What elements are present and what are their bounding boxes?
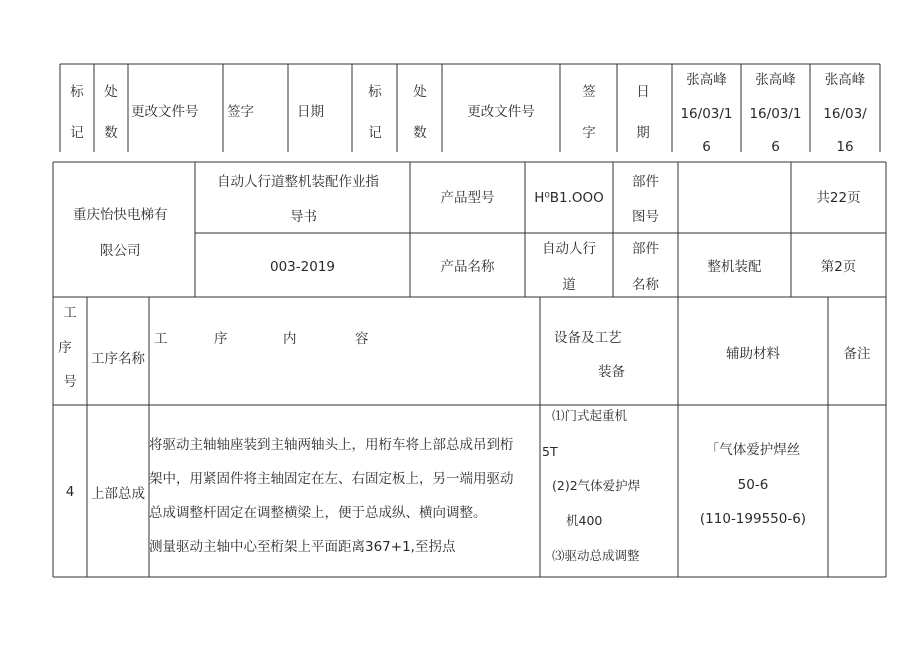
rev-mark-label-b: 标 bbox=[368, 84, 382, 100]
company-name: 重庆怡快电梯有 bbox=[73, 207, 168, 223]
page-number: 第2页 bbox=[820, 259, 857, 275]
header-content-2: 序 bbox=[214, 331, 228, 347]
header-content-1: 工 bbox=[154, 331, 168, 347]
rev-count-label: 处 bbox=[104, 84, 118, 100]
part-name-label-2: 名称 bbox=[632, 277, 659, 293]
product-model-value: H⁰B1.OOO bbox=[534, 190, 604, 206]
rev-signature-2b: 字 bbox=[582, 125, 596, 141]
rev-date-2b: 期 bbox=[636, 125, 650, 141]
rev-signature: 签字 bbox=[227, 104, 254, 120]
total-pages: 共22页 bbox=[816, 190, 861, 206]
row-materials-1: 「气体爱护焊丝 bbox=[705, 442, 801, 458]
row-content-line-4: 测量驱动主轴中心至桁架上平面距离367+1,至拐点 bbox=[149, 539, 456, 555]
row-materials-2: 50-6 bbox=[737, 477, 769, 493]
part-name-value: 整机装配 bbox=[707, 259, 762, 275]
header-content-3: 内 bbox=[283, 331, 297, 347]
row-content-line-3: 总成调整杆固定在调整横梁上，便于总成纵、横向调整。 bbox=[149, 505, 487, 521]
rev-mark-label: 标 bbox=[70, 84, 84, 100]
row-equipment-4: 机400 bbox=[566, 513, 603, 528]
header-equipment: 设备及工艺 bbox=[554, 330, 622, 346]
row-equipment-5: ⑶驱动总成调整 bbox=[552, 548, 640, 563]
header-seq-3: 号 bbox=[63, 374, 77, 390]
rev-date: 日期 bbox=[297, 104, 324, 120]
rev-mark-label-b2: 记 bbox=[368, 125, 382, 141]
rev-count-label-2: 数 bbox=[104, 125, 118, 141]
signer-2-date: 16/03/1 bbox=[749, 106, 802, 122]
part-drawing-label: 部件 bbox=[632, 174, 659, 190]
row-content-line-2: 架中，用紧固件将主轴固定在左、右固定板上，另一端用驱动 bbox=[149, 471, 514, 487]
signer-2-date-tail: 6 bbox=[771, 139, 780, 155]
doc-number: 003-2019 bbox=[270, 259, 335, 275]
signer-1-name: 张高峰 bbox=[686, 72, 727, 88]
row-equipment-3: (2)2气体爱护焊 bbox=[552, 478, 641, 493]
row-materials-3: (110-199550-6) bbox=[699, 511, 807, 527]
header-process-name: 工序名称 bbox=[91, 351, 145, 367]
rev-change-doc-no-2: 更改文件号 bbox=[467, 104, 535, 120]
row-content-line-1: 将驱动主轴轴座装到主轴两轴头上，用桁车将上部总成吊到桁 bbox=[149, 437, 514, 453]
header-materials: 辅助材料 bbox=[726, 346, 780, 362]
product-name-value-2: 道 bbox=[562, 277, 576, 293]
row-process-name: 上部总成 bbox=[91, 486, 145, 502]
row-seq: 4 bbox=[65, 484, 75, 500]
rev-date-2: 日 bbox=[636, 84, 650, 100]
part-drawing-label-2: 图号 bbox=[632, 209, 659, 225]
rev-mark-label-2: 记 bbox=[70, 125, 84, 141]
rev-count-label-b: 处 bbox=[413, 84, 427, 100]
product-name-value: 自动人行 bbox=[542, 241, 596, 257]
header-equipment-2: 装备 bbox=[598, 364, 625, 380]
rev-signature-2: 签 bbox=[582, 84, 596, 100]
rev-count-label-b2: 数 bbox=[413, 125, 427, 141]
company-name-2: 限公司 bbox=[100, 243, 141, 259]
signer-3-date-tail: 16 bbox=[836, 139, 854, 155]
header-content-4: 容 bbox=[355, 331, 369, 347]
signer-1-date-tail: 6 bbox=[702, 139, 711, 155]
signer-1-date: 16/03/1 bbox=[680, 106, 733, 122]
header-seq-2: 序 bbox=[58, 340, 72, 356]
signer-3-name: 张高峰 bbox=[824, 72, 866, 88]
signer-3-date: 16/03/ bbox=[823, 106, 867, 122]
rev-change-doc-no: 更改文件号 bbox=[131, 104, 199, 120]
header-remarks: 备注 bbox=[843, 346, 871, 362]
product-model-label: 产品型号 bbox=[440, 190, 495, 206]
header-seq: 工 bbox=[63, 305, 77, 321]
product-name-label: 产品名称 bbox=[440, 259, 495, 275]
part-name-label: 部件 bbox=[632, 241, 659, 257]
row-equipment-2: 5T bbox=[542, 444, 558, 459]
signer-2-name: 张高峰 bbox=[755, 72, 796, 88]
doc-title-2: 导书 bbox=[290, 209, 317, 225]
row-equipment-1: ⑴门式起重机 bbox=[552, 408, 628, 423]
doc-title: 自动人行道整机装配作业指 bbox=[217, 174, 379, 190]
